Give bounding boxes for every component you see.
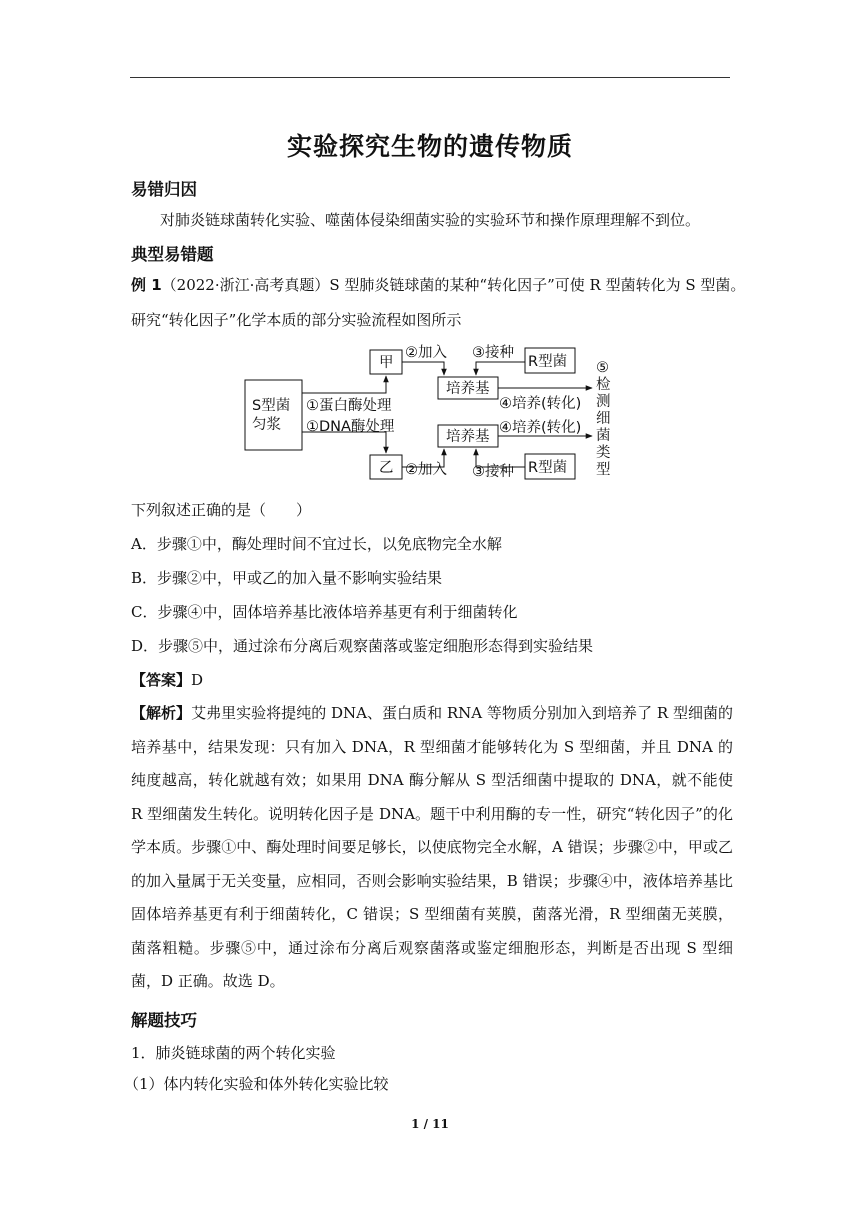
page-title: 实验探究生物的遗传物质 bbox=[286, 132, 573, 161]
detect-char-0: ⑤ bbox=[596, 360, 609, 376]
analysis bbox=[131, 697, 733, 999]
s-strain-label: S型菌 bbox=[252, 398, 291, 414]
detect-label bbox=[596, 360, 611, 478]
medium-label-2: 培养基 bbox=[446, 429, 490, 445]
example-label: 例 1 bbox=[131, 276, 162, 294]
page-number: 1 / 11 bbox=[411, 1117, 449, 1131]
option-c: C．步骤④中，固体培养基比液体培养基更有利于细菌转化 bbox=[131, 603, 518, 621]
detect-char-6: 型 bbox=[596, 462, 611, 478]
s-homogenate-box bbox=[245, 380, 302, 450]
technique-item-1: 1．肺炎链球菌的两个转化实验 bbox=[131, 1044, 336, 1062]
technique-item-2: （1）体内转化实验和体外转化实验比较 bbox=[124, 1075, 389, 1093]
analysis-text: 艾弗里实验将提纯的 DNA、蛋白质和 RNA 等物质分别加入到培养了 R 型细菌的培养基中，结果发现：只有加入 DNA，R 型细菌才能够转化为 S 型细菌，并且 DNA 的纯度越高，转化就越有效；如果用 DNA 酶分解从 S 型活细菌中提取的 DNA，就不能使 R 型细菌发生转化。说明转化因子是 DNA。题干中利用酶的专一性，研究“转化因子”的化学本质。步骤①中、酶处理时间要足够长，以使底物完全水解，A 错误；步骤②中，甲或乙的加入量属于无关变量，应相同，否则会影响实验结果，B 错误；步骤④中，液体培养基比固体培养基更有利于细菌转化，C 错误；S 型细菌有荚膜，菌落光滑，R 型细菌无荚膜，菌落粗糙。步骤⑤中，通过涂布分离后观察菌落或鉴定细胞形态，判断是否出现 S 型细菌，D 正确。故选 D。 bbox=[131, 704, 733, 990]
protease-label: ①蛋白酶处理 bbox=[306, 398, 392, 414]
inoculate-label-2: ③接种 bbox=[472, 464, 514, 480]
inoculate-label-1: ③接种 bbox=[472, 345, 514, 361]
example-line-2: 研究“转化因子”化学本质的部分实验流程如图所示 bbox=[131, 311, 462, 329]
culture-label-2: ④培养(转化) bbox=[499, 420, 582, 436]
answer-value: D bbox=[191, 671, 204, 689]
yi-label: 乙 bbox=[379, 460, 394, 476]
detect-char-4: 菌 bbox=[596, 428, 611, 444]
answer bbox=[131, 670, 731, 690]
detect-char-2: 测 bbox=[596, 394, 611, 410]
detect-char-3: 细 bbox=[596, 411, 611, 427]
culture-label-1: ④培养(转化) bbox=[499, 396, 582, 412]
add-label-1: ②加入 bbox=[405, 345, 447, 361]
option-a: A．步骤①中，酶处理时间不宜过长，以免底物完全水解 bbox=[131, 535, 502, 553]
section-heading-error-cause: 易错归因 bbox=[131, 180, 197, 199]
detect-char-5: 类 bbox=[596, 445, 611, 461]
medium-label-1: 培养基 bbox=[446, 381, 490, 397]
section-heading-techniques: 解题技巧 bbox=[131, 1011, 197, 1030]
option-b: B．步骤②中，甲或乙的加入量不影响实验结果 bbox=[131, 569, 443, 587]
add-label-2: ②加入 bbox=[405, 462, 447, 478]
header-rule bbox=[130, 77, 730, 78]
detect-char-1: 检 bbox=[596, 377, 611, 393]
option-d: D．步骤⑤中，通过涂布分离后观察菌落或鉴定细胞形态得到实验结果 bbox=[131, 637, 594, 655]
jia-label: 甲 bbox=[379, 355, 394, 371]
analysis-label: 【解析】 bbox=[131, 704, 192, 722]
dnase-label: ①DNA酶处理 bbox=[306, 419, 395, 435]
experiment-flow-diagram bbox=[240, 340, 630, 485]
example-line-1 bbox=[131, 275, 746, 295]
question-stem: 下列叙述正确的是（ ） bbox=[131, 501, 312, 519]
r-strain-label-2: R型菌 bbox=[528, 460, 568, 476]
error-cause-text: 对肺炎链球菌转化实验、噬菌体侵染细菌实验的实验环节和操作原理理解不到位。 bbox=[160, 211, 701, 229]
homogenate-label: 匀浆 bbox=[252, 417, 281, 433]
answer-label: 【答案】 bbox=[131, 671, 192, 689]
example-source: （2022·浙江·高考真题）S 型肺炎链球菌的某种“转化因子”可使 R 型菌转化为 S 型菌。 bbox=[161, 276, 746, 294]
section-heading-typical-questions: 典型易错题 bbox=[131, 245, 214, 264]
r-strain-label-1: R型菌 bbox=[528, 354, 568, 370]
